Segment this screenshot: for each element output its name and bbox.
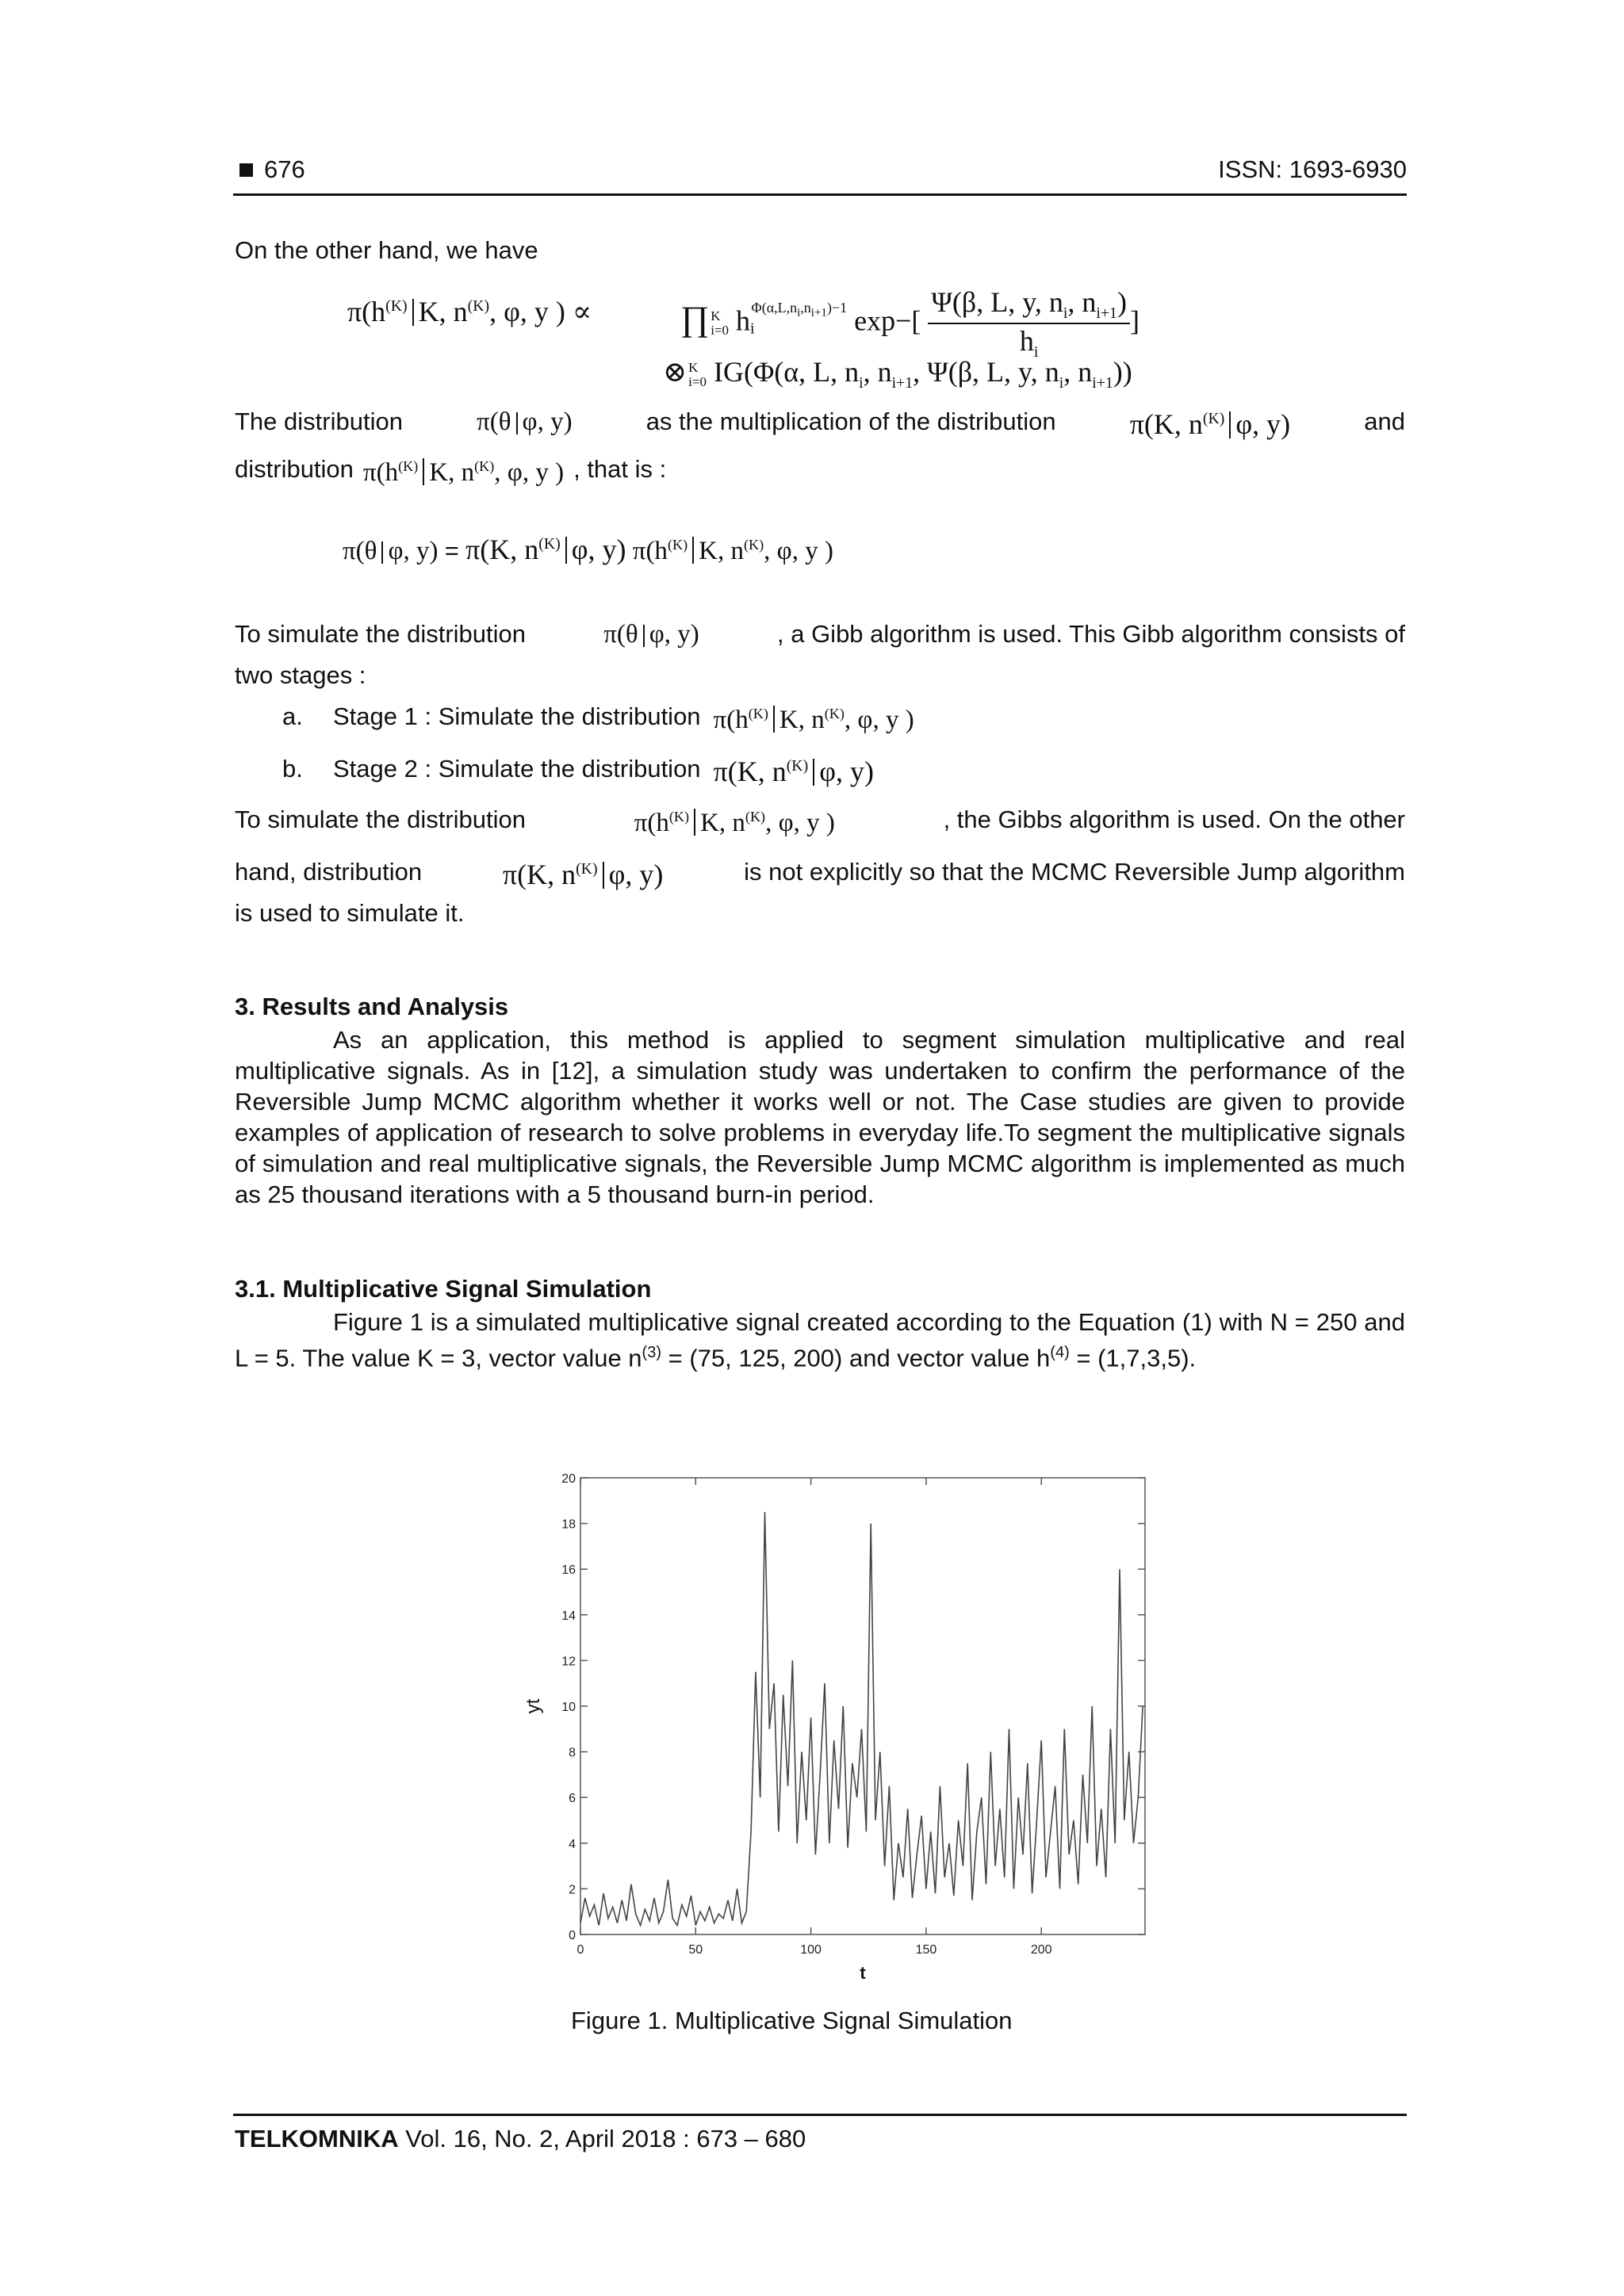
y-tick-label: 4 [569, 1837, 576, 1851]
footer-rule [233, 2114, 1407, 2116]
y-tick-label: 8 [569, 1746, 576, 1760]
dist-text-1: The distribution [235, 407, 403, 435]
y-tick-label: 14 [561, 1609, 576, 1623]
section-3-text: As an application, this method is applied to segment simulation multiplicative and real multiplicative signals. As in [12], a simulation study was undertaken to confirm the performance of the Reversible Jump MCMC algorithm whether it works well or not. The Case studies are given to provide examples of application of research to solve problems in everyday life.To segment the multiplicative signals of simulation and real multiplicative signals, the Reversible Jump MCMC algorithm is implemented as much as 25 thousand iterations with a 5 thousand burn-in period. [235, 1026, 1405, 1208]
page-number: 676 [264, 155, 305, 183]
stage-a-text: Stage 1 : Simulate the distribution [333, 702, 701, 730]
sim-pi-theta: π(θ φ, y) [603, 620, 699, 649]
section-3-body [235, 1024, 1405, 1210]
s31-text-a: Figure 1 is a simulated multiplicative signal created according to the Equation (1) with N = 250 and L = 5. The value K = 3, vector value n [235, 1308, 1405, 1372]
stage-a-marker: a. [282, 702, 303, 730]
dist-text-2: as the multiplication of the distribution [645, 407, 1056, 435]
s31-sup-h: (4) [1050, 1344, 1070, 1361]
stage-a [282, 698, 914, 736]
dist-line-2 [235, 450, 666, 488]
y-tick-label: 10 [561, 1701, 576, 1714]
y-tick-label: 20 [561, 1472, 576, 1486]
y-tick-label: 0 [569, 1929, 576, 1942]
pi-k-expr: π(K, $n^{(K)}$ φ, y) [1129, 408, 1291, 440]
stage-b [282, 750, 874, 787]
y-axis-label: yt [523, 1698, 544, 1714]
x-tick-label: 100 [800, 1943, 822, 1957]
journal-name: TELKOMNIKA [235, 2125, 399, 2152]
simulate-line-2 [235, 801, 1405, 839]
issn-label: ISSN: 1693-6930 [1218, 155, 1407, 183]
plot-area [523, 1472, 1145, 1983]
y-tick-label: 2 [569, 1883, 576, 1897]
sim-text-1: To simulate the distribution [235, 620, 527, 648]
y-tick-label: 6 [569, 1792, 576, 1806]
series-line-0 [580, 1512, 1143, 1925]
stage-b-expr: π(K, $n^{(K)}$ φ, y) [713, 756, 874, 787]
pi-h-expr: $\pi(h^{(K)}$ K, $n^{(K)}$, φ, y ) [362, 458, 565, 487]
stage-b-marker: b. [282, 754, 303, 783]
sim-text-2: , a Gibb algorithm is used. This Gibb algorithm consists of [776, 620, 1405, 648]
x-axis-label: t [860, 1963, 866, 1983]
simulate-line-1 [235, 618, 1405, 650]
sim-text-8: is used to simulate it. [235, 899, 465, 927]
sim-text-7: is not explicitly so that the MCMC Reversible Jump algorithm [744, 857, 1405, 886]
x-tick-label: 50 [688, 1943, 703, 1957]
x-tick-label: 0 [576, 1943, 584, 1957]
equation-1 [347, 262, 1299, 396]
square-bullet-icon [239, 163, 253, 177]
sim-text-6: hand, distribution [235, 857, 423, 886]
eq1-tensor: ⊗ K i=0 IG(Φ(α, L, $n_i$, $n_{i+1}$, Ψ(β, L, y, $n_i$, $n_{i+1}$)) [663, 356, 1132, 392]
header-rule [233, 193, 1407, 196]
dist-text-5: , that is : [573, 455, 667, 483]
section-3-1-heading: 3.1. Multiplicative Signal Simulation [235, 1275, 652, 1303]
figure-1-chart [508, 1456, 1174, 1995]
s31-text-b: = (75, 125, 200) and vector value h [661, 1344, 1051, 1372]
running-header-left [239, 155, 305, 184]
simulate-line-3 [235, 853, 1405, 890]
y-tick-label: 12 [561, 1655, 576, 1669]
journal-details: Vol. 16, No. 2, April 2018 : 673 – 680 [398, 2125, 806, 2152]
dist-text-3: and [1364, 407, 1405, 435]
pi-theta-expr: π(θ φ, y) [477, 407, 573, 436]
sim-text-5: , the Gibbs algorithm is used. On the other [943, 806, 1405, 833]
x-tick-label: 200 [1030, 1943, 1052, 1957]
x-tick-label: 150 [915, 1943, 937, 1957]
figure-caption: Figure 1. Multiplicative Signal Simulation [571, 2007, 1013, 2034]
sim-text-4: To simulate the distribution [235, 806, 527, 833]
footer [235, 2125, 806, 2153]
sim-pi-h: $\pi(h^{(K)}$ K, $n^{(K)}$, φ, y ) [634, 809, 835, 837]
eq1-product: ∏ K i=0 $h_i^{\Phi(\alpha,L,n_i,n_{i+1})-1}$ exp−[ $\frac{\Psi(\beta, L, y, n_i, n_{i+1})}{h_i}$ ] [680, 286, 1139, 362]
intro-line: On the other hand, we have [235, 236, 538, 264]
section-3-heading: 3. Results and Analysis [235, 993, 509, 1020]
dist-line-1 [235, 403, 1405, 440]
sim-pi-k: π(K, $n^{(K)}$ φ, y) [502, 859, 664, 890]
section-3-1-body [235, 1307, 1405, 1373]
equation-2: π(θ φ, y) = π(K, $n^{(K)}$ φ, y) $\pi(h^{(K)}$ K, $n^{(K)}$, φ, y ) [343, 534, 833, 565]
y-tick-label: 16 [561, 1563, 576, 1578]
dist-text-4: distribution [235, 455, 354, 483]
eq1-lhs: $\pi(h^{(K)}$ K, $n^{(K)}$, φ, y ) ∝ [347, 296, 592, 327]
stage-a-expr: $\pi(h^{(K)}$ K, $n^{(K)}$, φ, y ) [713, 706, 914, 734]
sim-text-3: two stages : [235, 661, 366, 689]
stage-b-text: Stage 2 : Simulate the distribution [333, 754, 701, 783]
y-tick-label: 18 [561, 1517, 576, 1532]
s31-sup-n: (3) [642, 1344, 661, 1361]
s31-text-c: = (1,7,3,5). [1069, 1344, 1197, 1372]
